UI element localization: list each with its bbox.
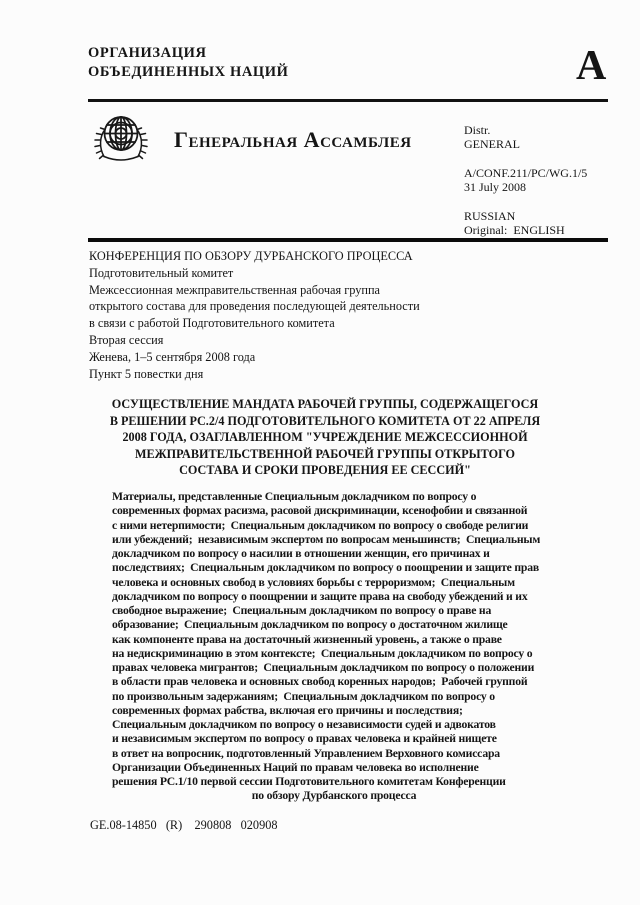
org-name	[88, 44, 289, 82]
summary-line: докладчиком по вопросу о поощрении и защите права на свободу убеждений и их	[112, 589, 528, 603]
summary-line: по обзору Дурбанского процесса	[251, 789, 417, 803]
symbol-group	[464, 166, 587, 194]
doc-original-language: Original: ENGLISH	[464, 223, 565, 237]
language-group	[464, 209, 587, 237]
document-meta	[464, 123, 587, 252]
distribution-group	[464, 123, 587, 151]
summary-line: и независимым экспертом по вопросу о правах человека и крайней нищете	[112, 732, 497, 746]
section-divider	[88, 238, 608, 242]
header-divider	[88, 99, 608, 102]
summary-line: Организации Объединенных Наций по правам человека во исполнение	[112, 760, 479, 774]
document-title-line: 2008 ГОДА, ОЗАГЛАВЛЕННОМ "УЧРЕЖДЕНИЕ МЕЖСЕССИОННОЙ	[122, 430, 528, 445]
distr-value: GENERAL	[464, 137, 520, 151]
document-title-line: МЕЖПРАВИТЕЛЬСТВЕННОЙ РАБОЧЕЙ ГРУППЫ ОТКРЫТОГО	[134, 446, 516, 461]
summary-line: современных формах рабства, включая его причины и последствия;	[112, 703, 463, 717]
summary-line: правах человека мигрантов; Специальным докладчиком по вопросу о положении	[112, 661, 535, 674]
session-info-line: КОНФЕРЕНЦИЯ ПО ОБЗОРУ ДУРБАНСКОГО ПРОЦЕССА	[89, 249, 413, 263]
document-title-line: ОСУЩЕСТВЛЕНИЕ МАНДАТА РАБОЧЕЙ ГРУППЫ, СОДЕРЖАЩЕГОСЯ	[111, 397, 539, 411]
doc-date: 31 July 2008	[464, 180, 527, 194]
summary-line: в области прав человека и основных свобод коренных народов; Рабочей группой	[112, 675, 528, 689]
document-title-line: В РЕШЕНИИ PC.2/4 ПОДГОТОВИТЕЛЬНОГО КОМИТЕТА ОТ 22 АПРЕЛЯ	[109, 413, 541, 428]
doc-symbol: A/CONF.211/PC/WG.1/5	[464, 166, 588, 180]
session-info-line: Женева, 1–5 сентября 2008 года	[89, 349, 256, 364]
session-info-line: открытого состава для проведения последующей деятельности	[89, 299, 420, 314]
session-info	[89, 248, 420, 382]
summary-paragraph	[112, 490, 556, 804]
summary-line: образование; Специальным докладчиком по вопросу о достаточном жилище	[112, 618, 508, 632]
document-title	[98, 396, 552, 479]
session-info-line: в связи с работой Подготовительного комитета	[89, 316, 335, 331]
session-info-line: Пункт 5 повестки дня	[89, 366, 204, 381]
summary-line: в ответ на вопросник, подготовленный Управлением Верховного комиссара	[112, 746, 500, 760]
summary-line: решения PC.1/10 первой сессии Подготовительного комитетам Конференции	[112, 775, 506, 788]
distr-label: Distr.	[464, 123, 491, 137]
org-name-line1: ОРГАНИЗАЦИЯ	[88, 45, 207, 61]
summary-line: свободное выражение; Специальным докладчиком по вопросу о праве на	[112, 604, 492, 617]
org-name-line2: ОБЪЕДИНЕННЫХ НАЦИЙ	[88, 64, 289, 80]
assembly-title: Генеральная Ассамблея	[174, 127, 412, 152]
summary-line: с ними нетерпимости; Специальным докладчиком по вопросу о свободе религии	[112, 518, 529, 532]
summary-line: по произвольным задержаниям; Специальным докладчиком по вопросу о	[112, 689, 495, 703]
un-emblem-icon	[93, 112, 149, 165]
summary-line: современных формах расизма, расовой дискриминации, ксенофобии и связанной	[112, 504, 528, 518]
document-title-line: СОСТАВА И СРОКИ ПРОВЕДЕНИЯ ЕЕ СЕССИЙ"	[179, 463, 471, 478]
summary-line: Материалы, представленные Специальным докладчиком по вопросу о	[112, 490, 477, 503]
summary-line: Специальным докладчиком по вопросу о независимости судей и адвокатов	[112, 718, 496, 731]
document-reference: GE.08-14850 (R) 290808 020908	[90, 818, 278, 832]
document-series-letter: A	[576, 43, 607, 89]
session-info-line: Подготовительный комитет	[89, 265, 234, 280]
doc-language: RUSSIAN	[464, 209, 516, 223]
summary-line: докладчиком по вопросу о насилии в отношении женщин, его причинах и	[112, 547, 490, 560]
summary-line: на недискриминацию в этом контексте; Специальным докладчиком по вопросу о	[112, 646, 533, 660]
summary-line: человека и основных свобод в условиях борьбы с терроризмом; Специальным	[112, 575, 515, 589]
summary-line: как компоненте права на достаточный жизненный уровень, а также о праве	[112, 632, 502, 646]
summary-line: или убеждений; независимым экспертом по вопросам меньшинств; Специальным	[112, 532, 541, 546]
session-info-line: Вторая сессия	[89, 332, 164, 347]
session-info-line: Межсессионная межправительственная рабочая группа	[89, 282, 380, 297]
summary-line: последствиях; Специальным докладчиком по вопросу о поощрении и защите прав	[112, 561, 539, 575]
